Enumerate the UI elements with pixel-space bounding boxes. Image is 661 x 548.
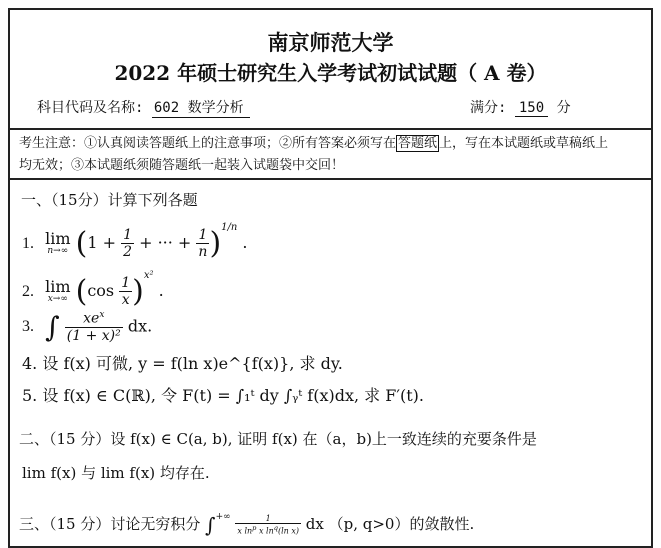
score-unit: 分 bbox=[556, 100, 571, 116]
subject-label: 科目代码及名称: bbox=[37, 100, 144, 116]
limit-operator: lim x→∞ bbox=[45, 277, 71, 304]
exam-title: 2022 年硕士研究生入学考试初试试题（ A 卷） bbox=[114, 61, 547, 85]
subject-line bbox=[37, 97, 250, 118]
notice-line1-b: 上，写在本试题纸或草稿纸上 bbox=[439, 136, 609, 151]
section3-line1: 三、（15 分）讨论无穷积分 ∫+∞ $\frac{1}{x \ln^p x \ln^q(\ln x)}$ dx （p, q>0）的敛散性. bbox=[19, 512, 475, 537]
limit-operator: lim n→∞ bbox=[45, 229, 71, 256]
problem-2-num: 2. bbox=[22, 283, 34, 300]
score-label: 满分: bbox=[470, 100, 507, 116]
problem-3: 3. ∫ $\frac{xe^x}{\text{(1 + x)²}}$ dx. bbox=[22, 310, 153, 344]
section3-text: 三、（15 分）讨论无穷积分 bbox=[19, 515, 201, 533]
problem-1-num: 1. bbox=[22, 235, 34, 252]
problem-4: 4. 设 f(x) 可微, y = f(ln x)e^{f(x)}, 求 dy. bbox=[22, 354, 343, 373]
section2-line1: 二、（15 分）设 f(x) ∈ C(a, b), 证明 f(x) 在（a，b)上一致连续的充要条件是 bbox=[19, 430, 537, 448]
section1-title: 一、（15分）计算下列各题 bbox=[21, 191, 198, 209]
section2-line2: lim f(x) 与 lim f(x) 均存在. bbox=[22, 464, 210, 482]
university-title: 南京师范大学 bbox=[267, 30, 394, 55]
notice-line2: 均无效；③本试题纸须随答题纸一起装入试题袋中交回！ bbox=[19, 158, 345, 173]
notice-boxed-word: 答题纸 bbox=[398, 136, 438, 151]
problem-3-num: 3. bbox=[22, 318, 34, 336]
section3-end: （p, q>0）的敛散性. bbox=[328, 515, 475, 533]
notice-text bbox=[19, 133, 649, 177]
problem-1: 1. lim n→∞ (1 + $\frac{1}{2}$ + ··· + $\frac{1}{n}$ )$^{1/n}$ . bbox=[22, 222, 248, 261]
score-line bbox=[470, 97, 571, 117]
problem-2: 2. lim x→∞ (cos $\frac{1}{x}$ )$^{x^2}$ . bbox=[22, 270, 164, 309]
notice-line1-a: 考生注意：①认真阅读答题纸上的注意事项；②所有答案必须写在 bbox=[19, 136, 397, 151]
subject-value: 602 数学分析 bbox=[152, 97, 250, 118]
score-value: 150 bbox=[515, 100, 548, 117]
problem-5: 5. 设 f(x) ∈ C(ℝ), 令 F(t) = ∫₁ᵗ dy ∫ᵧᵗ f(x)dx, 求 F′(t). bbox=[22, 386, 424, 405]
